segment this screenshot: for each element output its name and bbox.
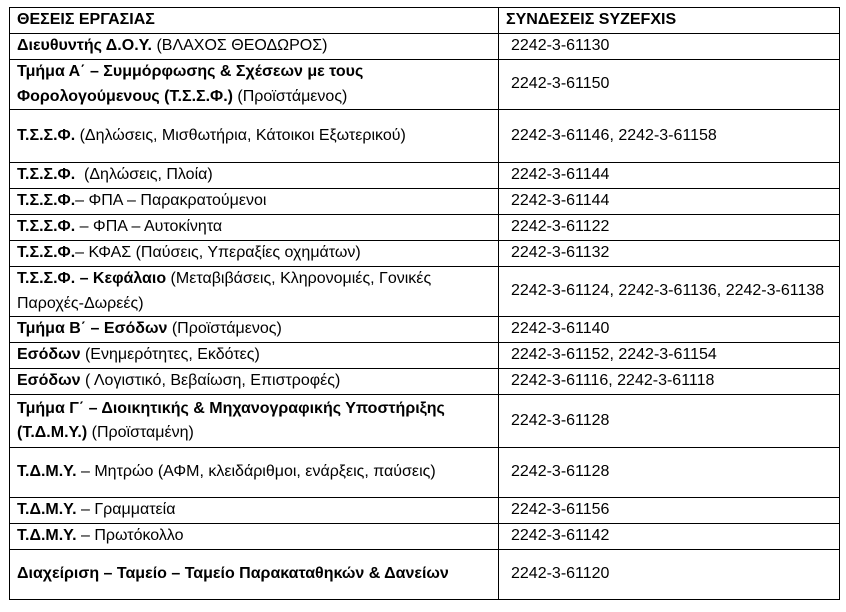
phone-cell: 2242-3-61146, 2242-3-61158 (499, 110, 840, 163)
phone-cell: 2242-3-61120 (499, 550, 840, 600)
position-bold: Διαχείριση – Ταμείο – Ταμείο Παρακαταθηκών & Δανείων (17, 565, 449, 583)
position-detail: (ΒΛΑΧΟΣ ΘΕΟΔΩΡΟΣ) (152, 37, 328, 55)
position-detail: – Πρωτόκολλο (76, 527, 184, 545)
position-cell (10, 110, 499, 163)
position-bold: Τ.Σ.Σ.Φ. (17, 126, 76, 144)
table-row (10, 267, 840, 317)
position-cell (10, 448, 499, 498)
phone-cell: 2242-3-61156 (499, 498, 840, 524)
phone-cell: 2242-3-61142 (499, 524, 840, 550)
position-bold: Τ.Δ.Μ.Υ. (17, 527, 77, 545)
position-detail: (Δηλώσεις, Μισθωτήρια, Κάτοικοι Εξωτερικού) (75, 126, 406, 144)
position-bold: Εσόδων (17, 346, 81, 364)
position-cell (10, 215, 499, 241)
position-bold: Διευθυντής Δ.Ο.Υ. (17, 37, 152, 55)
table-row (10, 34, 840, 60)
position-cell (10, 524, 499, 550)
phone-cell: 2242-3-61144 (499, 189, 840, 215)
position-bold: Τ.Σ.Σ.Φ. (17, 192, 76, 210)
position-cell (10, 395, 499, 448)
table-row (10, 317, 840, 343)
position-bold: Τ.Δ.Μ.Υ. (17, 463, 77, 481)
position-cell (10, 163, 499, 189)
position-bold: Τμήμα Γ΄ – Διοικητικής & Μηχανογραφικής Υποστήριξης (Τ.Δ.Μ.Υ.) (17, 399, 445, 441)
table-row (10, 498, 840, 524)
phone-cell: 2242-3-61140 (499, 317, 840, 343)
table-row (10, 395, 840, 448)
position-cell (10, 369, 499, 395)
position-cell (10, 241, 499, 267)
table-row (10, 60, 840, 110)
header-positions: ΘΕΣΕΙΣ ΕΡΓΑΣΙΑΣ (10, 8, 499, 34)
table-row (10, 550, 840, 600)
header-connections: ΣΥΝΔΕΣΕΙΣ SYZEFXIS (499, 8, 840, 34)
position-cell (10, 343, 499, 369)
table-row (10, 189, 840, 215)
position-bold: Τ.Σ.Σ.Φ. – Κεφάλαιο (17, 270, 167, 287)
position-bold: Τ.Σ.Σ.Φ. (17, 244, 76, 262)
position-cell (10, 34, 499, 60)
position-detail: (Προϊστάμενος) (232, 87, 348, 105)
position-cell (10, 189, 499, 215)
position-detail: – Μητρώο (ΑΦΜ, κλειδάριθμοι, ενάρξεις, παύσεις) (76, 463, 436, 481)
table-row (10, 241, 840, 267)
position-bold: Τ.Δ.Μ.Υ. (17, 501, 77, 519)
position-detail: (Μεταβιβάσεις, Κληρονομιές, Γονικές Παροχές-Δωρεές) (17, 270, 432, 312)
position-detail: – ΦΠΑ – Παρακρατούμενοι (75, 192, 267, 210)
position-cell (10, 550, 499, 600)
position-detail: (Προϊσταμένη) (87, 424, 194, 441)
table-row (10, 448, 840, 498)
position-detail: (Ενημερότητες, Εκδότες) (80, 346, 260, 364)
table-row (10, 369, 840, 395)
phone-cell: 2242-3-61128 (499, 448, 840, 498)
position-detail: ( Λογιστικό, Βεβαίωση, Επιστροφές) (80, 372, 341, 390)
position-bold: Τμήμα Β΄ – Εσόδων (17, 320, 168, 338)
phone-cell: 2242-3-61128 (499, 395, 840, 448)
position-bold: Τ.Σ.Σ.Φ. (17, 218, 76, 236)
position-bold: Τμήμα Α΄ – Συμμόρφωσης & Σχέσεων με τους Φορολογούμενους (Τ.Σ.Σ.Φ.) (17, 63, 364, 105)
position-cell (10, 267, 499, 317)
position-cell (10, 60, 499, 110)
position-detail: – ΚΦΑΣ (Παύσεις, Υπεραξίες οχημάτων) (75, 244, 361, 262)
header-row (10, 8, 840, 34)
position-detail: – Γραμματεία (76, 501, 176, 519)
table-row (10, 524, 840, 550)
position-bold: Τ.Σ.Σ.Φ. (17, 166, 76, 184)
phone-cell: 2242-3-61116, 2242-3-61118 (499, 369, 840, 395)
phone-cell: 2242-3-61124, 2242-3-61136, 2242-3-61138 (499, 267, 840, 317)
position-detail: (Προϊστάμενος) (167, 320, 282, 338)
contacts-table (9, 7, 840, 600)
phone-cell: 2242-3-61130 (499, 34, 840, 60)
phone-cell: 2242-3-61132 (499, 241, 840, 267)
table-row (10, 163, 840, 189)
position-bold: Εσόδων (17, 372, 81, 390)
position-cell (10, 498, 499, 524)
phone-cell: 2242-3-61152, 2242-3-61154 (499, 343, 840, 369)
table-row (10, 110, 840, 163)
position-detail: – ΦΠΑ – Αυτοκίνητα (75, 218, 223, 236)
table-row (10, 215, 840, 241)
position-cell (10, 317, 499, 343)
phone-cell: 2242-3-61122 (499, 215, 840, 241)
phone-cell: 2242-3-61144 (499, 163, 840, 189)
table-row (10, 343, 840, 369)
phone-cell: 2242-3-61150 (499, 60, 840, 110)
position-detail: (Δηλώσεις, Πλοία) (75, 166, 213, 184)
